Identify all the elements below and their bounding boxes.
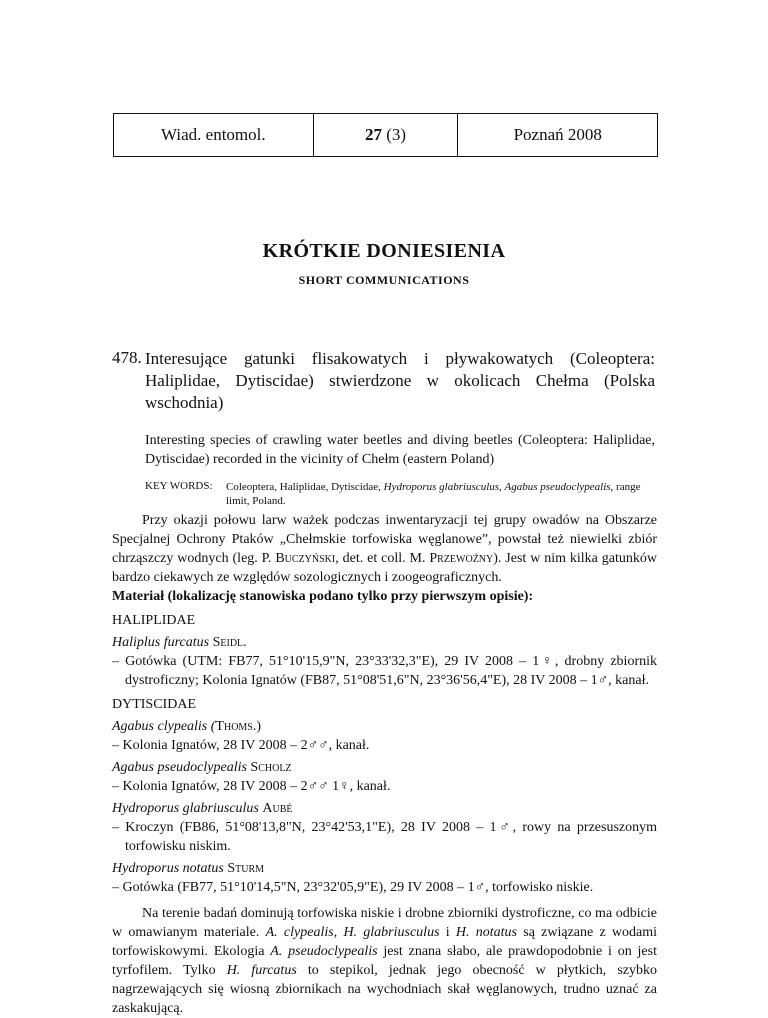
article-body	[112, 511, 657, 1018]
intro-paragraph: Przy okazji połowu larw ważek podczas inwentaryzacji tej grupy owadów na Obszarze Specjalnej Ochrony Ptaków „Chełmskie torfowiska węglanowe”, powstał też niewielki zbiór chrząszczy wodnych (leg. P. Buczyński, det. et coll. M. Przewoźny). Jest w nim kilka gatunków bardzo ciekawych ze względów sozologicznych i zoogeograficznych.	[112, 513, 657, 585]
volume-issue	[313, 114, 458, 157]
species-record: – Kolonia Ignatów, 28 IV 2008 – 2♂♂, kanał.	[112, 738, 370, 753]
family-name: HALIPLIDAE	[112, 613, 196, 628]
collector-name: Buczyński	[275, 551, 336, 566]
species-name: Haliplus furcatus Seidl.	[112, 635, 247, 650]
issue-number: (3)	[386, 125, 407, 144]
article-title: Interesujące gatunki flisakowatych i pływakowatych (Coleoptera: Haliplidae, Dytiscidae) stwierdzone w okolicach Chełma (Polska wschodnia)	[145, 349, 655, 412]
journal-header	[113, 113, 658, 157]
article-number: 478.	[112, 348, 142, 367]
keywords: Coleoptera, Haliplidae, Dytiscidae, Hydroporus glabriusculus, Agabus pseudoclypealis, range limit, Poland.	[226, 481, 641, 507]
place-year: Poznań 2008	[458, 114, 658, 157]
journal-name: Wiad. entomol.	[114, 114, 314, 157]
article-title-english: Interesting species of crawling water beetles and diving beetles (Coleoptera: Haliplidae, Dytiscidae) recorded in the vicinity of Chełm (eastern Poland)	[145, 433, 655, 467]
section-subtitle: SHORT COMMUNICATIONS	[298, 273, 470, 287]
species-record: – Kroczyn (FB86, 51°08'13,8"N, 23°42'53,1"E), 28 IV 2008 – 1♂, rowy na przesuszonym torfowisku niskim.	[112, 820, 657, 854]
species-record: – Kolonia Ignatów, 28 IV 2008 – 2♂♂ 1♀, kanał.	[112, 779, 391, 794]
determiner-name: Przewoźny	[429, 551, 494, 566]
species-record: – Gotówka (FB77, 51°10'14,5"N, 23°32'05,9"E), 29 IV 2008 – 1♂, torfowisko niskie.	[112, 880, 594, 895]
species-name: Agabus clypealis (Thoms.)	[112, 719, 262, 734]
volume-number: 27	[364, 125, 382, 144]
species-name: Agabus pseudoclypealis Scholz	[112, 760, 292, 775]
discussion-paragraph: Na terenie badań dominują torfowiska niskie i drobne zbiorniki dystroficzne, co ma odbicie w omawianym materiale. A. clypealis, H. glabriusculus i H. notatus są związane z wodami torfowiskowymi. Ekologia A. pseudoclypealis jest znana słabo, ale prawdopodobnie i on jest tyrfofilem. Tylko H. furcatus to stepikol, jednak jego obecność w płytkich, szybko nagrzewających się wiosną zbiornikach na wychodniach skał węglanowych, trudno uznać za zaskakującą.	[112, 906, 658, 1016]
species-name: Hydroporus glabriusculus Aubé	[112, 801, 293, 816]
material-heading: Materiał (lokalizację stanowiska podano tylko przy pierwszym opisie):	[112, 589, 534, 604]
species-name: Hydroporus notatus Sturm	[112, 861, 265, 876]
family-name: DYTISCIDAE	[112, 697, 196, 712]
species-record: – Gotówka (UTM: FB77, 51°10'15,9"N, 23°33'32,3"E), 29 IV 2008 – 1♀, drobny zbiornik dystroficzny; Kolonia Ignatów (FB87, 51°08'51,6"N, 23°36'56,4"E), 28 IV 2008 – 1♂, kanał.	[112, 654, 657, 688]
keywords-label: KEY WORDS:	[145, 480, 213, 492]
section-title: KRÓTKIE DONIESIENIA	[262, 240, 506, 262]
